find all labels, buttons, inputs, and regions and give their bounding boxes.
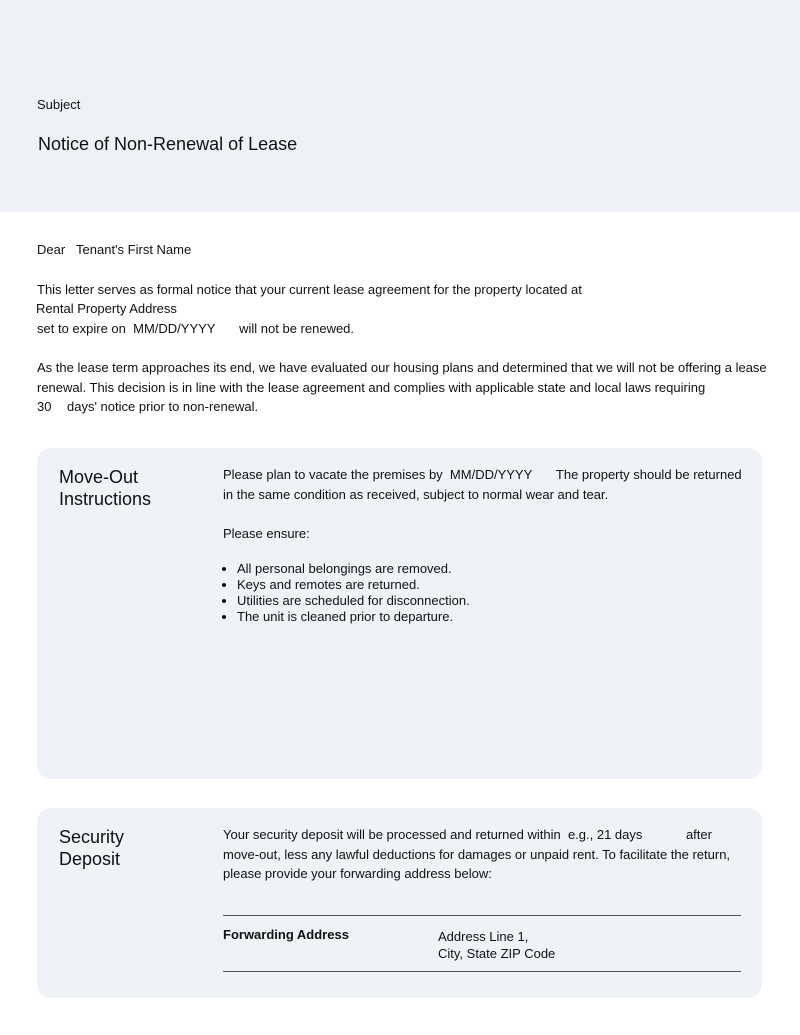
tenant-name-field[interactable]: Tenant's First Name bbox=[76, 242, 192, 257]
checklist-item: • The unit is cleaned prior to departure. bbox=[237, 609, 748, 625]
deposit-body bbox=[223, 825, 738, 884]
checklist-item: • All personal belongings are removed. bbox=[237, 561, 748, 577]
move-out-section bbox=[37, 448, 762, 779]
notice-days-field[interactable]: 30 bbox=[37, 399, 52, 414]
deposit-days-field[interactable]: e.g., 21 days bbox=[567, 827, 643, 842]
expire-prefix: set to expire on bbox=[37, 320, 126, 336]
paragraph-2: As the lease term approaches its end, we have evaluated our housing plans and determined that we will not be offering a lease renewal. This decision is in line with the lease agreement and complies with applicable state and local laws requiring bbox=[37, 360, 767, 395]
property-address-field[interactable]: Rental Property Address bbox=[36, 301, 177, 316]
vacate-prefix: Please plan to vacate the premises by bbox=[223, 467, 443, 482]
expire-date-field[interactable]: MM/DD/YYYY bbox=[133, 320, 216, 336]
vacate-suffix: The property should be returned in the same condition as received, subject to normal wear and tear. bbox=[223, 467, 742, 502]
expire-suffix: will not be renewed. bbox=[239, 320, 355, 336]
deposit-title: Security Deposit bbox=[59, 827, 125, 869]
forwarding-address-label: Forwarding Address bbox=[223, 927, 349, 942]
ensure-label: Please ensure: bbox=[223, 526, 310, 541]
paragraph-1: This letter serves as formal notice that your current lease agreement for the property located at bbox=[37, 281, 582, 297]
salutation: Dear bbox=[37, 242, 66, 257]
move-out-body bbox=[223, 465, 748, 625]
subject-field[interactable]: Notice of Non-Renewal of Lease bbox=[38, 134, 298, 154]
checklist-item: • Keys and remotes are returned. bbox=[237, 577, 748, 593]
checklist-item: • Utilities are scheduled for disconnection. bbox=[237, 593, 748, 609]
subject-label: Subject bbox=[37, 97, 81, 112]
divider bbox=[223, 971, 741, 972]
security-deposit-section bbox=[37, 808, 762, 998]
vacate-date-field[interactable]: MM/DD/YYYY bbox=[449, 467, 533, 482]
forwarding-address-field[interactable]: Address Line 1, City, State ZIP Code bbox=[438, 929, 556, 961]
letter-body bbox=[37, 240, 767, 417]
divider bbox=[223, 915, 741, 916]
move-out-title: Move-Out Instructions bbox=[59, 467, 152, 509]
subject-header bbox=[0, 0, 800, 212]
deposit-suffix: after move-out, less any lawful deductions for damages or unpaid rent. To facilitate the return, please provide your forwarding address below: bbox=[223, 827, 731, 881]
notice-suffix: days' notice prior to non-renewal. bbox=[67, 399, 259, 414]
deposit-prefix: Your security deposit will be processed and returned within bbox=[223, 827, 561, 842]
checklist bbox=[223, 561, 748, 625]
